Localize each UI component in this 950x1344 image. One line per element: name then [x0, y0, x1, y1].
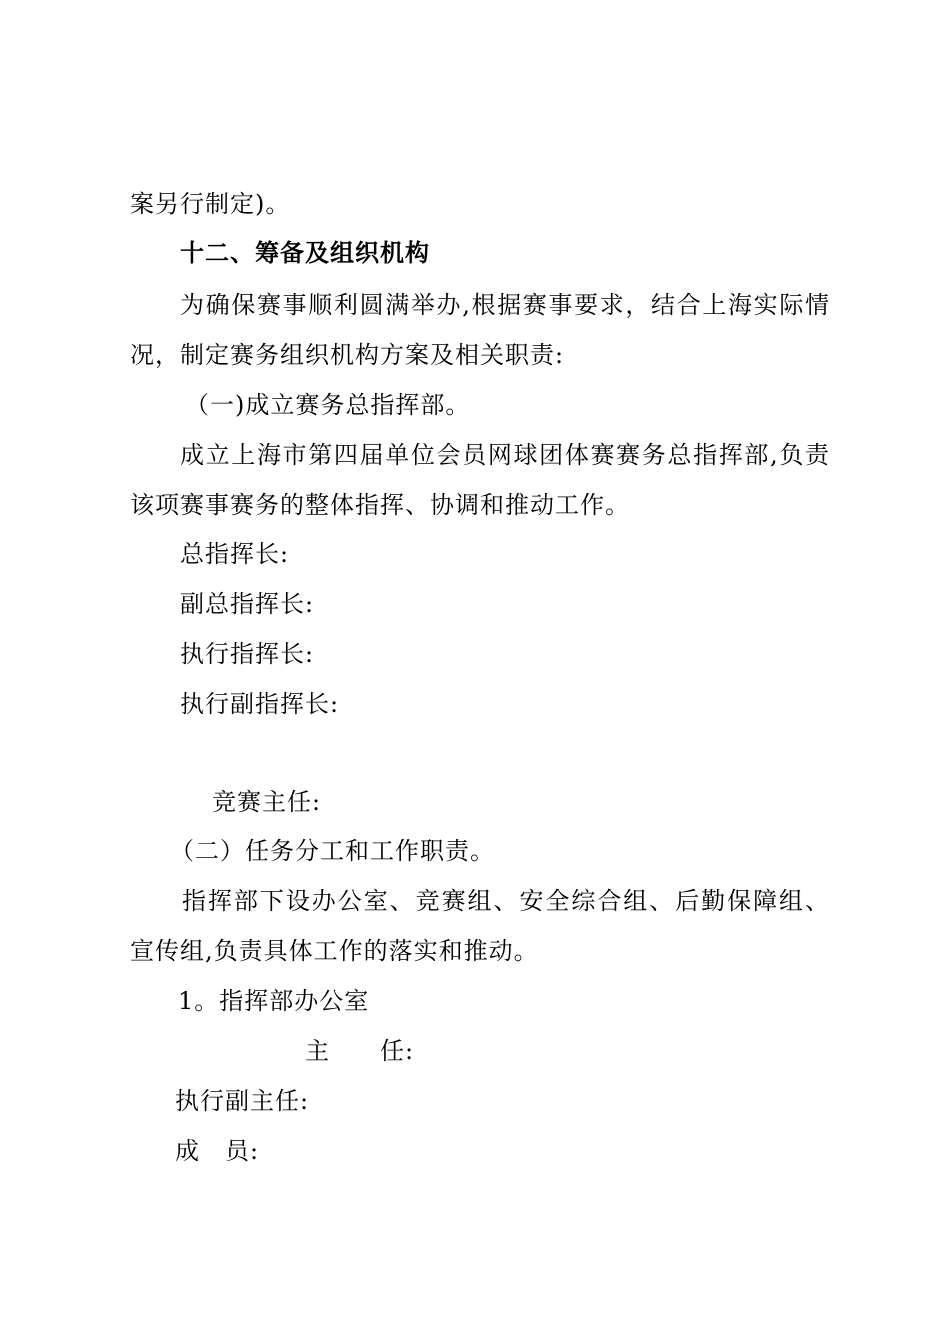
role-label: 执行指挥长: — [180, 640, 315, 668]
paragraph-line: 况，制定赛务组织机构方案及相关职责: — [130, 341, 565, 369]
text-line-continuation: 案另行制定)。 — [130, 190, 291, 218]
paragraph-line: 该项赛事赛务的整体指挥、协调和推动工作。 — [130, 491, 630, 519]
role-label: 主 任: — [305, 1037, 415, 1065]
role-label: 成 员: — [175, 1137, 260, 1165]
subsection-heading: （二）任务分工和工作职责。 — [170, 837, 495, 865]
paragraph-line: 为确保赛事顺利圆满举办,根据赛事要求，结合上海实际情 — [180, 291, 830, 319]
role-label: 执行副主任: — [175, 1087, 310, 1115]
role-label: 执行副指挥长: — [180, 690, 340, 718]
role-label: 副总指挥长: — [180, 590, 315, 618]
role-label: 总指挥长: — [180, 540, 290, 568]
paragraph-line: 宣传组,负责具体工作的落实和推动。 — [130, 937, 539, 965]
paragraph-line: 成立上海市第四届单位会员网球团体赛赛务总指挥部,负责 — [180, 441, 830, 469]
section-heading: 十二、筹备及组织机构 — [180, 239, 430, 267]
role-label: 竞赛主任: — [212, 788, 322, 816]
paragraph-line: 指挥部下设办公室、竞赛组、安全综合组、后勤保障组、 — [182, 887, 830, 915]
subsection-heading: （一)成立赛务总指挥部。 — [185, 391, 471, 419]
list-item-heading: 1。指挥部办公室 — [178, 987, 370, 1015]
